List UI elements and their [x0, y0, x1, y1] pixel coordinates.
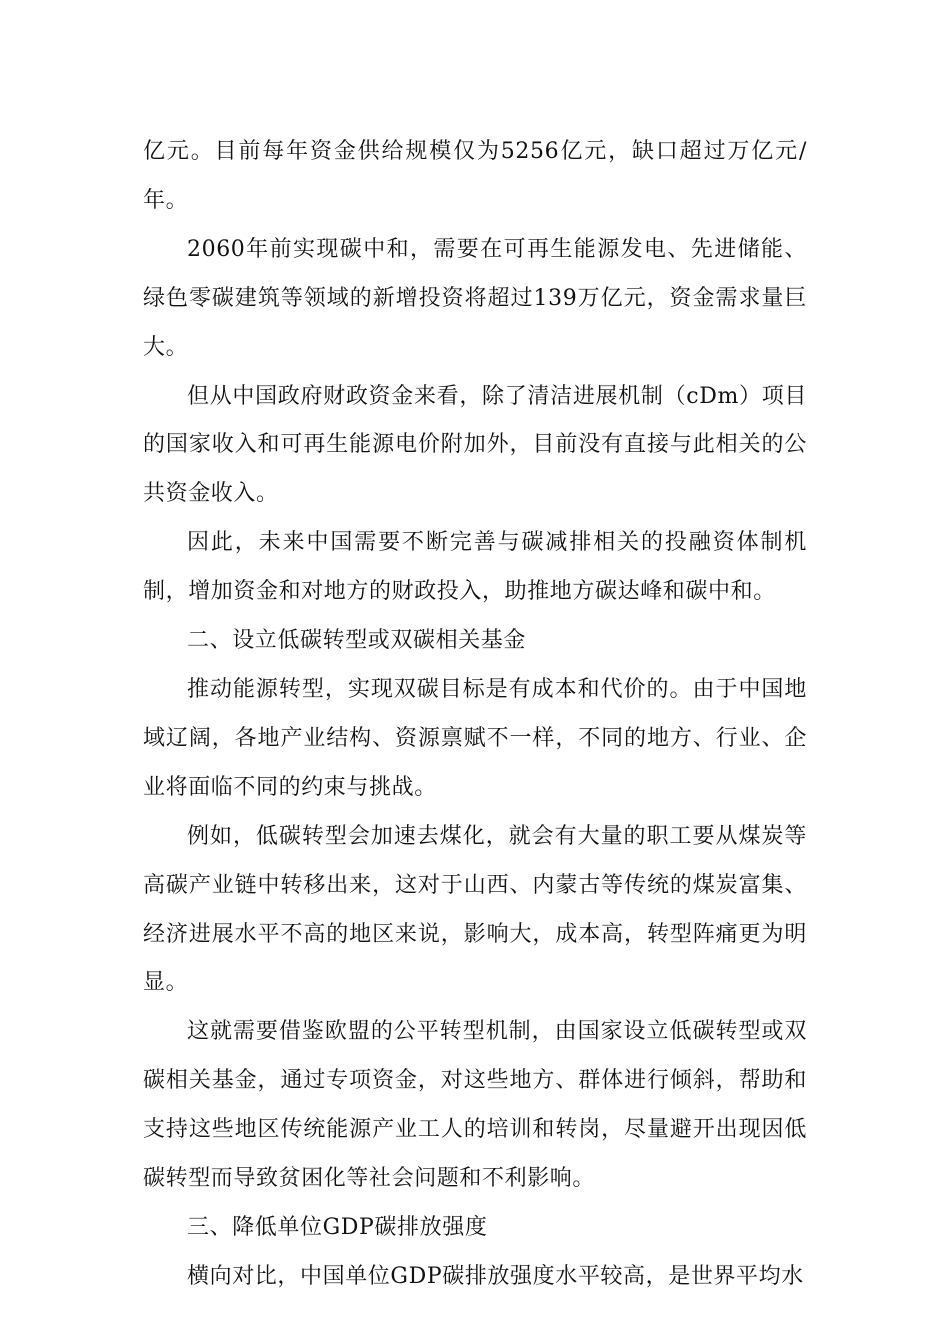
- paragraph-energy-transition: 推动能源转型，实现双碳目标是有成本和代价的。由于中国地域辽阔，各地产业结构、资源禀赋不一样，不同的地方、行业、企业将面临不同的约束与挑战。: [143, 676, 807, 800]
- section-heading-3: 三、降低单位GDP碳排放强度: [187, 1214, 488, 1240]
- document-body: [143, 128, 807, 1302]
- paragraph-investment-need: 2060年前实现碳中和，需要在可再生能源发电、先进储能、绿色零碳建筑等领域的新增投资将超过139万亿元，资金需求量巨大。: [143, 236, 807, 360]
- paragraph-eu-mechanism: 这就需要借鉴欧盟的公平转型机制，由国家设立低碳转型或双碳相关基金，通过专项资金，对这些地方、群体进行倾斜，帮助和支持这些地区传统能源产业工人的培训和转岗，尽量避开出现因低碳转型而导致贫困化等社会问题和不利影响。: [143, 1019, 807, 1192]
- paragraph-public-funds: 但从中国政府财政资金来看，除了清洁进展机制（cDm）项目的国家收入和可再生能源电价附加外，目前没有直接与此相关的公共资金收入。: [143, 383, 807, 507]
- paragraph-financing-mechanism: 因此，未来中国需要不断完善与碳减排相关的投融资体制机制，增加资金和对地方的财政投入，助推地方碳达峰和碳中和。: [143, 530, 807, 605]
- paragraph-carbon-intensity: 横向对比，中国单位GDP碳排放强度水平较高，是世界平均水: [187, 1263, 804, 1289]
- section-heading-2: 二、设立低碳转型或双碳相关基金: [187, 628, 527, 654]
- paragraph-coal-example: 例如，低碳转型会加速去煤化，就会有大量的职工要从煤炭等高碳产业链中转移出来，这对于山西、内蒙古等传统的煤炭富集、经济进展水平不高的地区来说，影响大，成本高，转型阵痛更为明显。: [143, 823, 807, 996]
- paragraph-continuation: 亿元。目前每年资金供给规模仅为5256亿元，缺口超过万亿元/年。: [143, 139, 807, 213]
